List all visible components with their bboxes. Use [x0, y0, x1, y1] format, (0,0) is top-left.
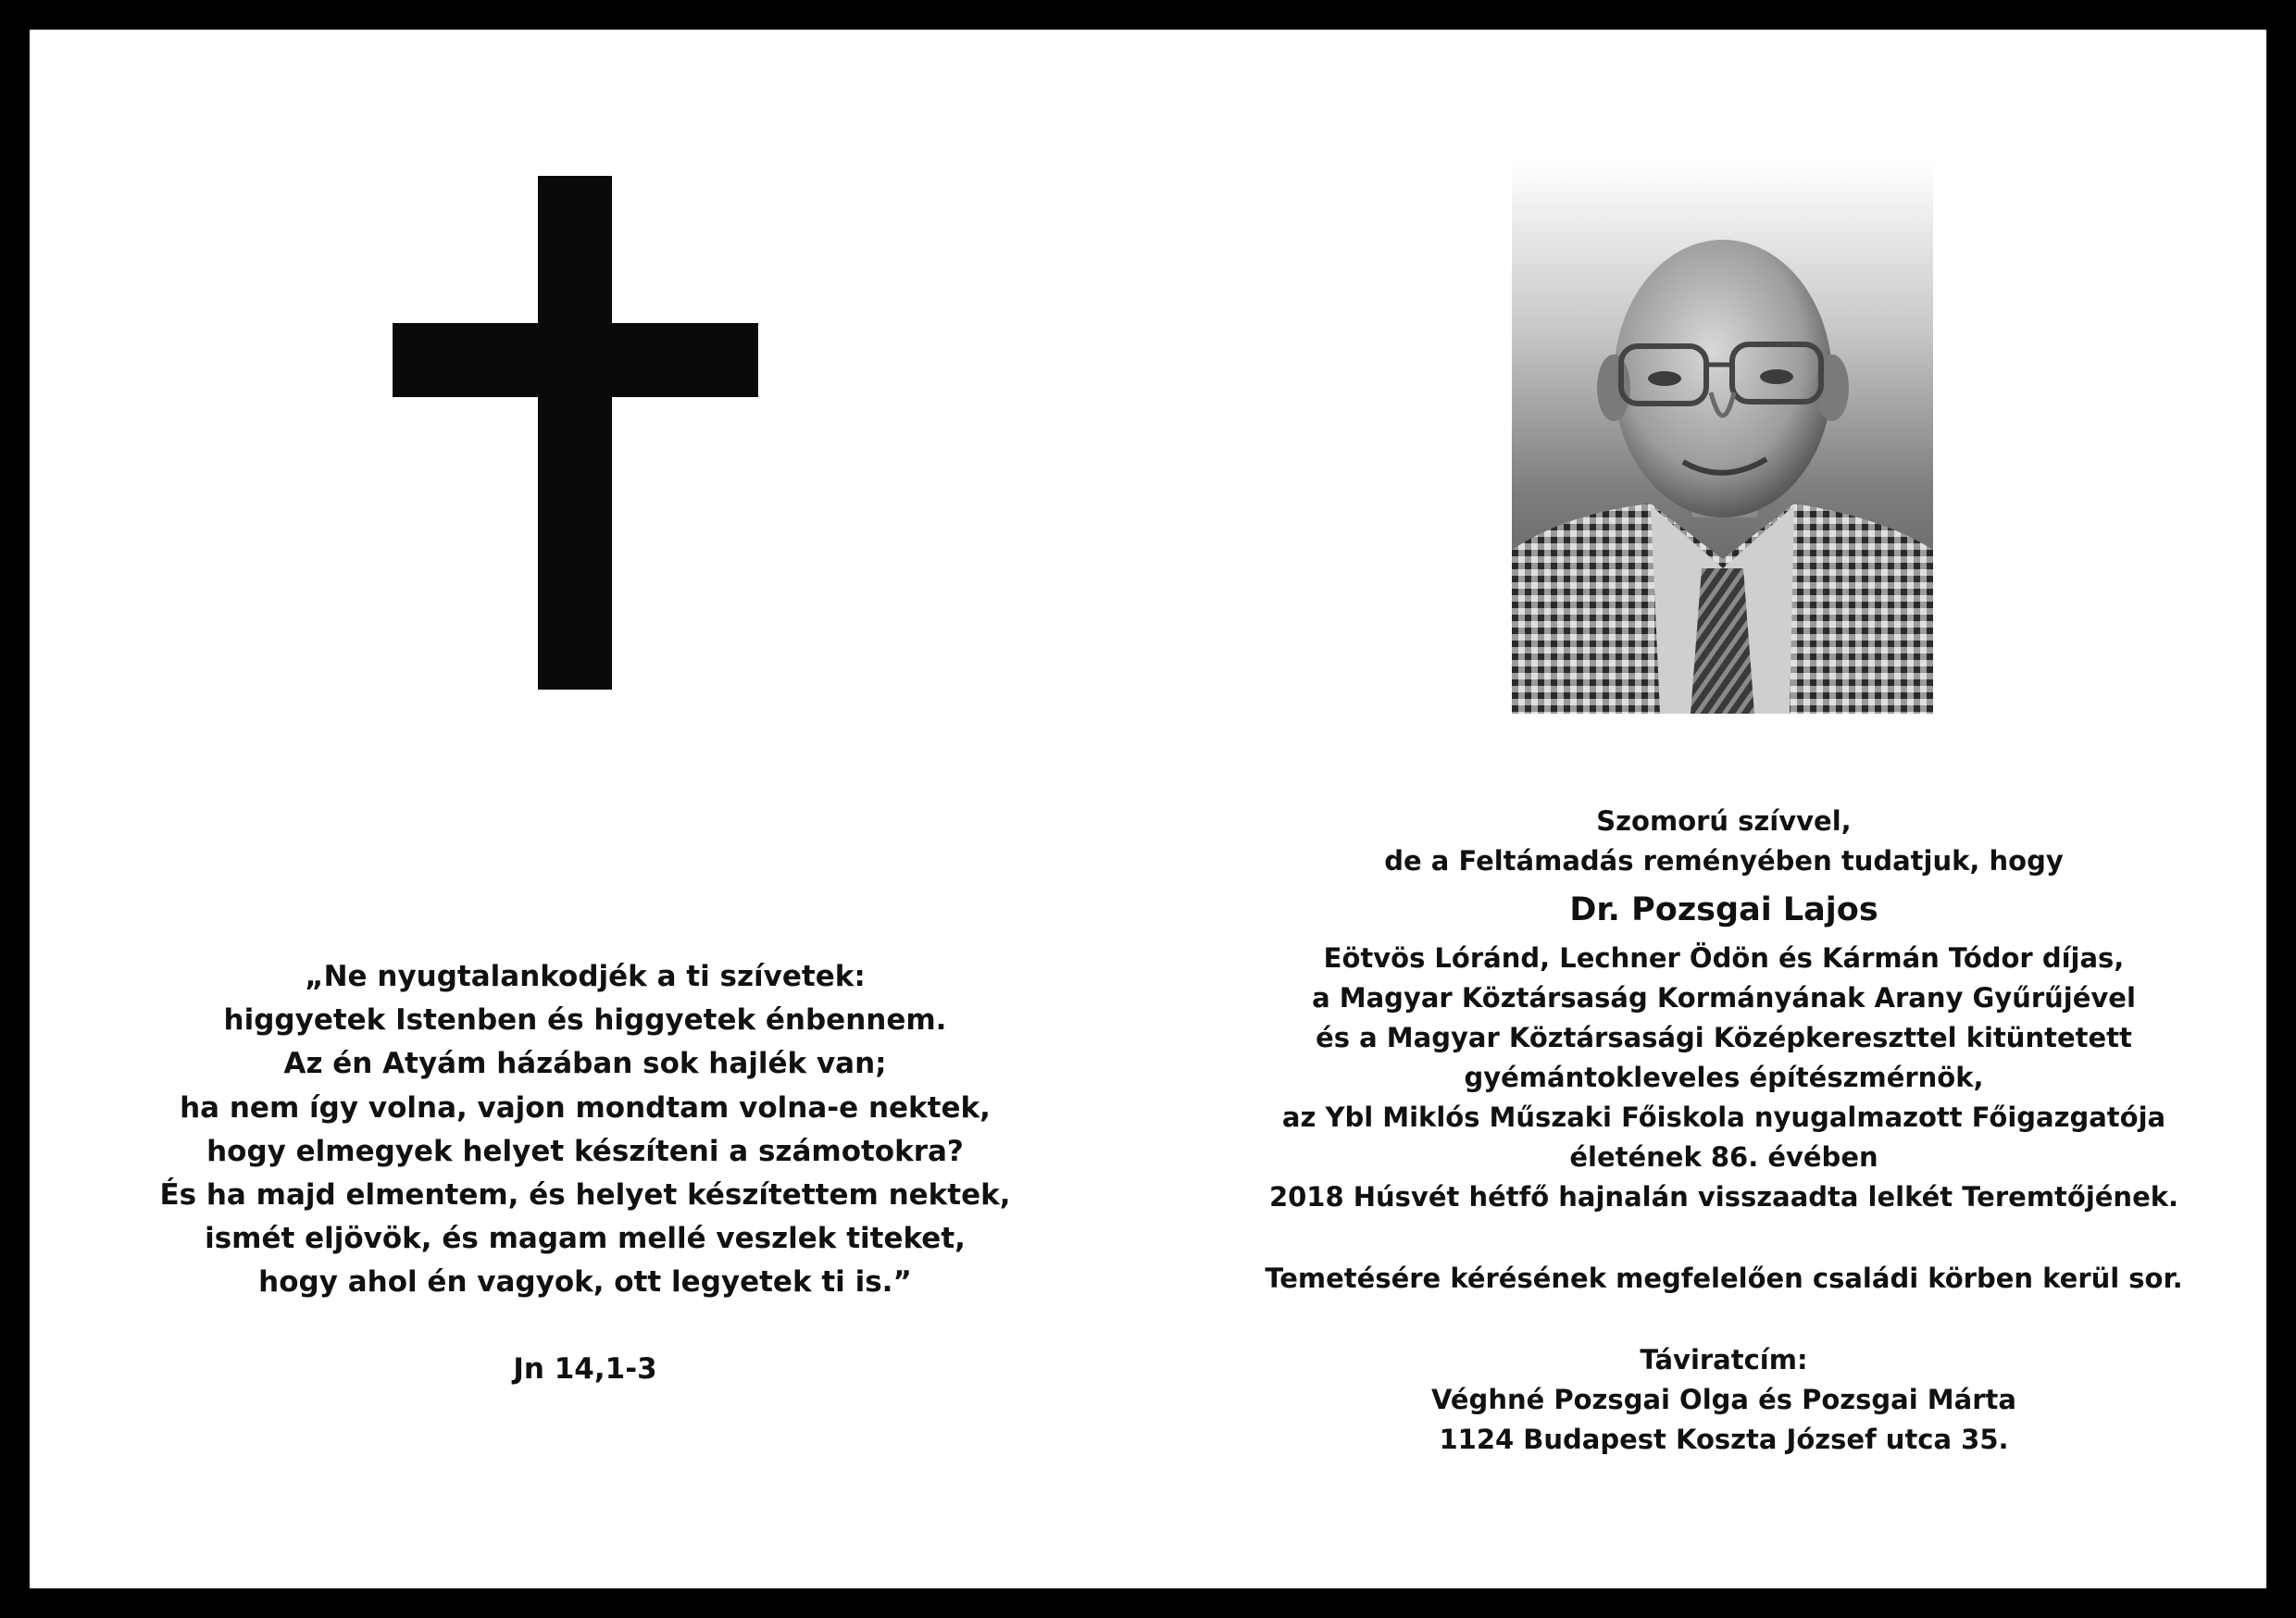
- detail-line: gyémántokleveles építészmérnök,: [1464, 1062, 1984, 1093]
- address-line: 1124 Budapest Koszta József utca 35.: [1439, 1424, 2009, 1455]
- obituary-card: [30, 30, 2266, 1588]
- quote-line: hogy ahol én vagyok, ott legyetek ti is.”: [258, 1265, 912, 1300]
- quote-line: „Ne nyugtalankodjék a ti szívetek:: [305, 960, 866, 993]
- detail-line: életének 86. évében: [1569, 1141, 1878, 1173]
- detail-line: a Magyar Köztársaság Kormányának Arany Gyűrűjével: [1312, 982, 2136, 1014]
- intro-line: de a Feltámadás reményében tudatjuk, hogy: [1384, 845, 2064, 877]
- cross-vertical-bar: [538, 176, 612, 690]
- quote-reference: Jn 14,1-3: [513, 1352, 657, 1386]
- spacer: [1204, 1217, 2244, 1259]
- spacer: [1204, 1299, 2244, 1340]
- detail-line: és a Magyar Köztársasági Középkereszttel kitüntetett: [1316, 1022, 2132, 1053]
- intro-line: Szomorú szívvel,: [1596, 805, 1852, 837]
- address-label: Táviratcím:: [1640, 1344, 1808, 1375]
- portrait-illustration: [1512, 161, 1933, 714]
- funeral-info: Temetésére kérésének megfelelően családi körben kerül sor.: [1265, 1263, 2183, 1294]
- detail-line: 2018 Húsvét hétfő hajnalán visszaadta lelkét Teremtőjének.: [1268, 1181, 2179, 1213]
- quote-line: És ha majd elmentem, és helyet készítettem nektek,: [159, 1178, 1011, 1213]
- death-notice: [1204, 802, 2244, 1460]
- quote-line: hogy elmegyek helyet készíteni a számotokra?: [206, 1134, 964, 1168]
- quote-line: ha nem így volna, vajon mondtam volna-e nektek,: [180, 1090, 991, 1125]
- quote-line: Az én Atyám házában sok hajlék van;: [283, 1047, 887, 1081]
- quote-line: ismét eljövök, és magam mellé veszlek titeket,: [205, 1222, 966, 1256]
- portrait-photo-icon: [1512, 161, 1933, 714]
- bible-quote: [141, 955, 1029, 1305]
- quote-line: higgyetek Istenben és higgyetek énbennem.: [223, 1003, 947, 1038]
- detail-line: Eötvös Lóránd, Lechner Ödön és Kármán Tódor díjas,: [1323, 942, 2125, 974]
- deceased-name: Dr. Pozsgai Lajos: [1569, 891, 1878, 928]
- detail-line: az Ybl Miklós Műszaki Főiskola nyugalmazott Főigazgatója: [1281, 1101, 2166, 1133]
- address-line: Véghné Pozsgai Olga és Pozsgai Márta: [1431, 1384, 2016, 1415]
- cross-horizontal-bar: [393, 323, 758, 397]
